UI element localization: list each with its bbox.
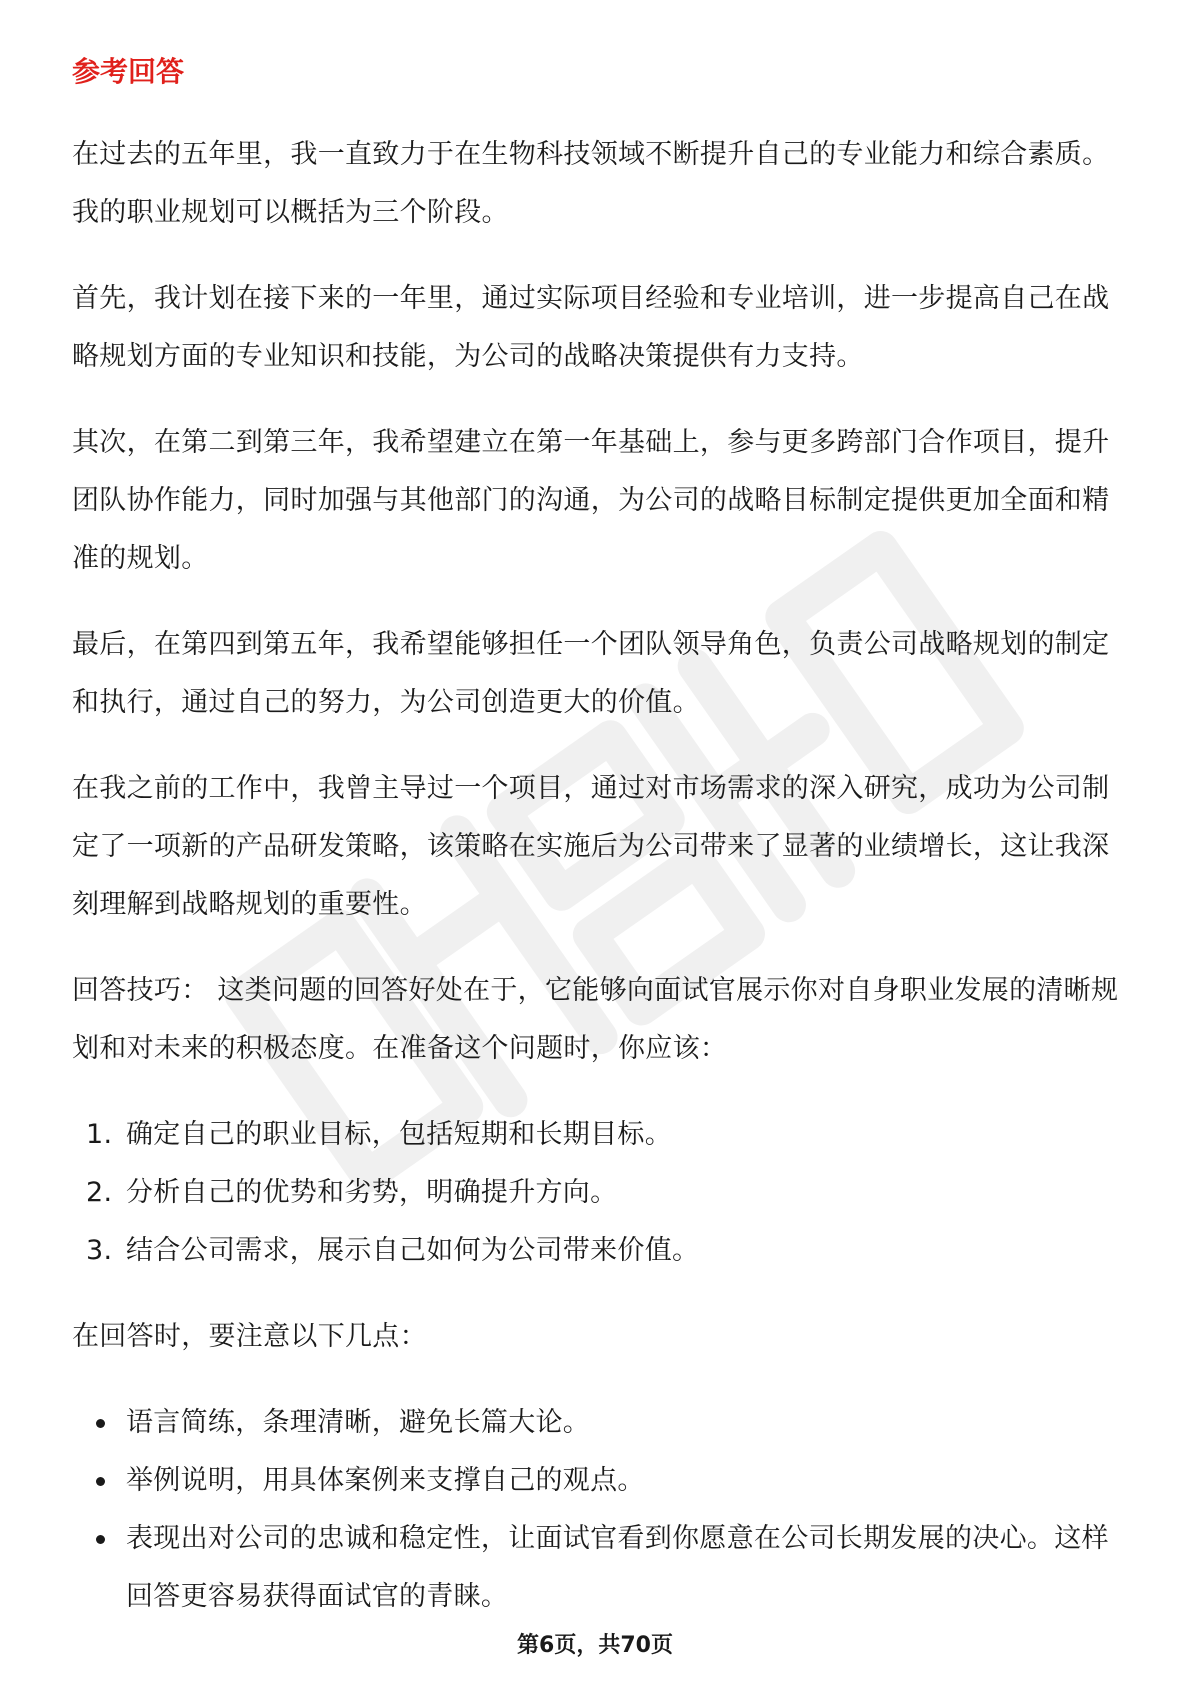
list-item xyxy=(72,1394,1122,1452)
list-item-text: 确定自己的职业目标，包括短期和长期目标。 xyxy=(126,1119,672,1150)
content-area xyxy=(72,48,1122,1654)
answer-paragraph: 在过去的五年里，我一直致力于在生物科技领域不断提升自己的专业能力和综合素质。我的职业规划可以概括为三个阶段。 xyxy=(72,139,1110,228)
list-number: 1. xyxy=(86,1119,113,1150)
tips-steps-list xyxy=(72,1106,1122,1280)
list-item xyxy=(72,1510,1122,1626)
answer-paragraph: 最后，在第四到第五年，我希望能够担任一个团队领导角色，负责公司战略规划的制定和执行，通过自己的努力，为公司创造更大的价值。 xyxy=(72,629,1110,718)
list-item-text: 举例说明，用具体案例来支撑自己的观点。 xyxy=(126,1465,645,1496)
answer-paragraph: 在我之前的工作中，我曾主导过一个项目，通过对市场需求的深入研究，成功为公司制定了一项新的产品研发策略，该策略在实施后为公司带来了显著的业绩增长，这让我深刻理解到战略规划的重要性。 xyxy=(72,773,1110,920)
section-title: 参考回答 xyxy=(72,55,185,88)
list-number: 3. xyxy=(86,1235,113,1266)
tips-intro: 回答技巧： 这类问题的回答好处在于，它能够向面试官展示你对自身职业发展的清晰规划和对未来的积极态度。在准备这个问题时，你应该： xyxy=(72,975,1119,1064)
bullet-icon xyxy=(96,1477,105,1486)
answer-paragraph: 首先，我计划在接下来的一年里，通过实际项目经验和专业培训，进一步提高自己在战略规划方面的专业知识和技能，为公司的战略决策提供有力支持。 xyxy=(72,283,1110,372)
list-item-text: 分析自己的优势和劣势，明确提升方向。 xyxy=(126,1177,618,1208)
answer-paragraph: 其次，在第二到第三年，我希望建立在第一年基础上，参与更多跨部门合作项目，提升团队协作能力，同时加强与其他部门的沟通，为公司的战略目标制定提供更加全面和精准的规划。 xyxy=(72,427,1110,574)
list-item-text: 结合公司需求，展示自己如何为公司带来价值。 xyxy=(126,1235,700,1266)
notes-bullet-list xyxy=(72,1394,1122,1626)
bullet-icon xyxy=(96,1419,105,1428)
list-number: 2. xyxy=(86,1177,113,1208)
list-item-text: 语言简练，条理清晰，避免长篇大论。 xyxy=(126,1407,591,1438)
bullet-icon xyxy=(96,1535,105,1544)
notes-intro: 在回答时，要注意以下几点： xyxy=(72,1321,427,1352)
list-item xyxy=(72,1106,1122,1164)
page-footer: 第6页，共70页 xyxy=(517,1633,673,1658)
list-item xyxy=(72,1452,1122,1510)
list-item xyxy=(72,1222,1122,1280)
list-item xyxy=(72,1164,1122,1222)
list-item-text: 表现出对公司的忠诚和稳定性，让面试官看到你愿意在公司长期发展的决心。这样回答更容易获得面试官的青睐。 xyxy=(126,1523,1109,1612)
